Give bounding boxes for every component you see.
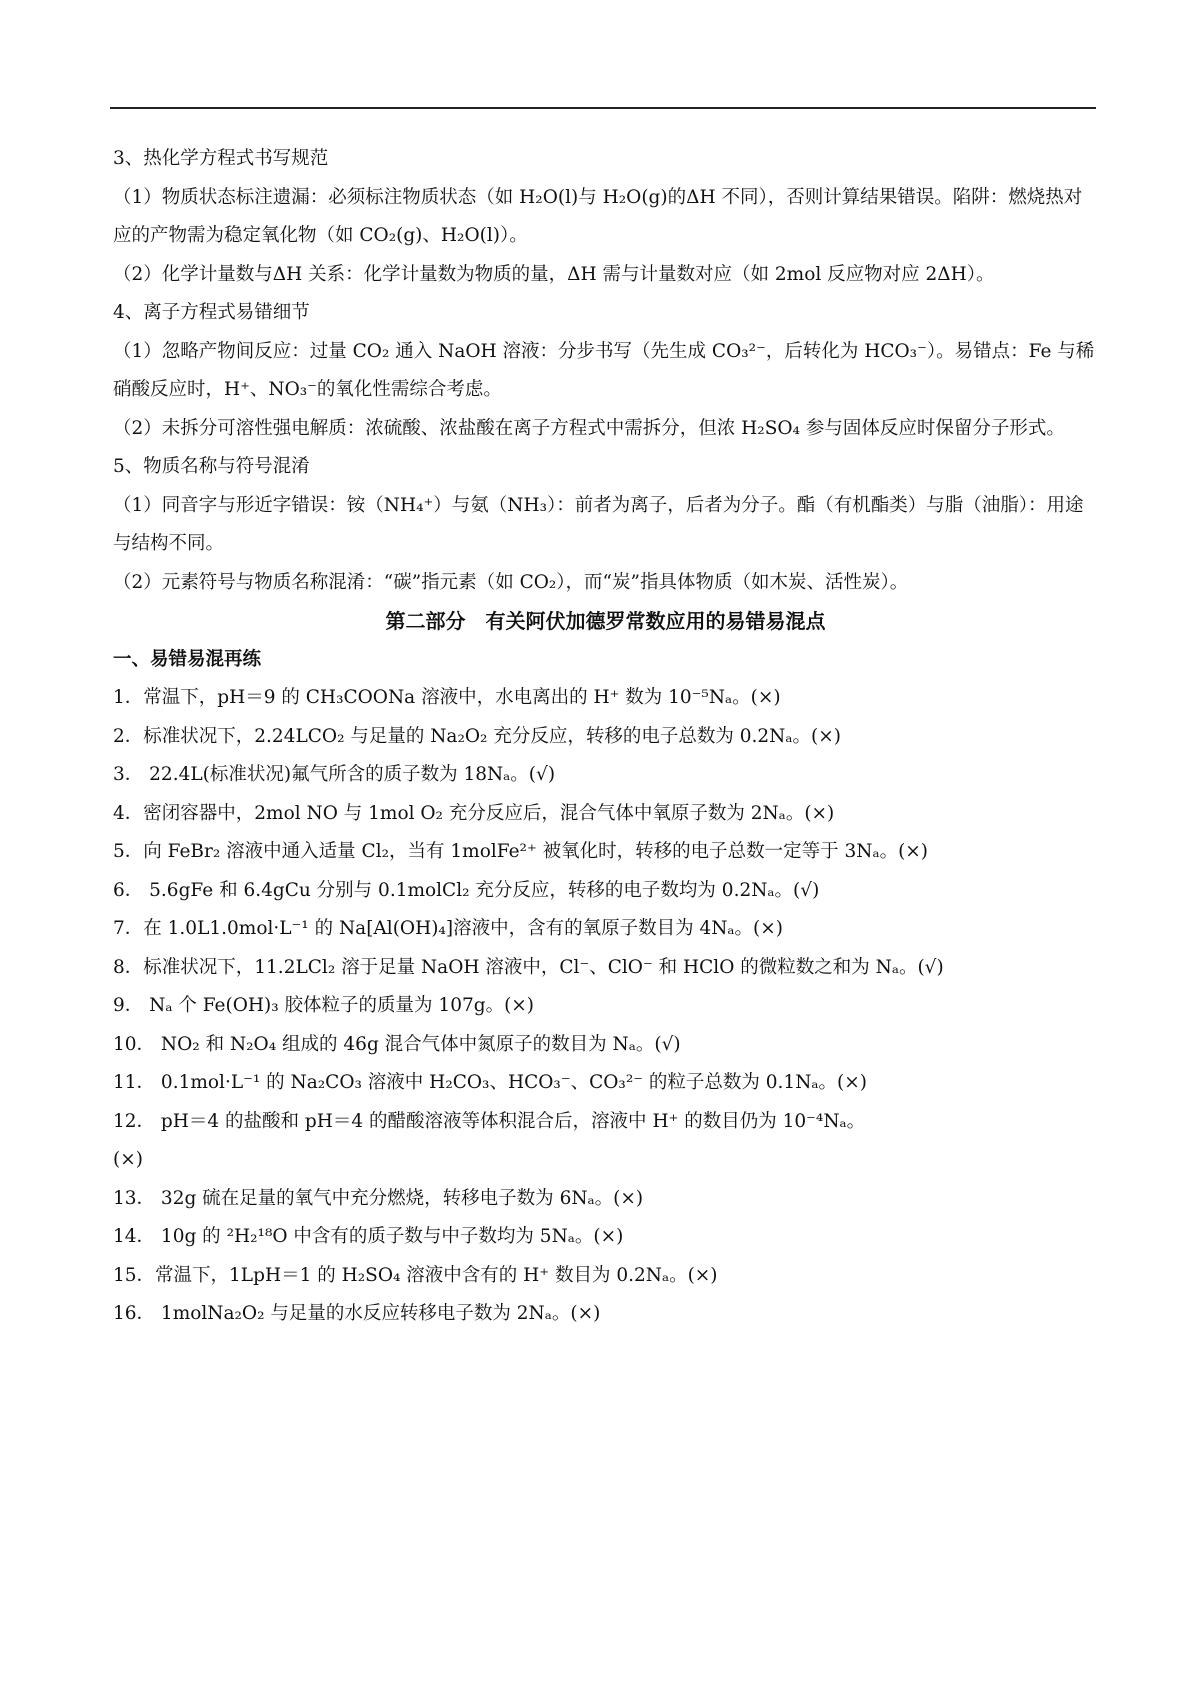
section-heading-4: 4、离子方程式易错细节 bbox=[113, 302, 310, 323]
paragraph: （2）元素符号与物质名称混淆：“碳”指元素（如 CO₂），而“炭”指具体物质（如木炭、活性炭）。 bbox=[113, 571, 909, 593]
document-body bbox=[113, 140, 1098, 1334]
list-item: 12． pH＝4 的盐酸和 pH＝4 的醋酸溶液等体积混合后，溶液中 H⁺ 的数目仍为 10⁻⁴Nₐ。 bbox=[113, 1110, 866, 1132]
paragraph: （2）未拆分可溶性强电解质：浓硫酸、浓盐酸在离子方程式中需拆分，但浓 H₂SO₄ 参与固体反应时保留分子形式。 bbox=[113, 417, 1065, 439]
list-item: 10． NO₂ 和 N₂O₄ 组成的 46g 混合气体中氮原子的数目为 Nₐ。(√) bbox=[113, 1033, 681, 1055]
subsection-title: 一、易错易混再练 bbox=[113, 648, 262, 670]
list-item: 15．常温下，1LpH＝1 的 H₂SO₄ 溶液中含有的 H⁺ 数目为 0.2Nₐ。(×) bbox=[113, 1264, 718, 1286]
header-rule bbox=[110, 107, 1096, 109]
list-item: 1．常温下，pH＝9 的 CH₃COONa 溶液中，水电离出的 H⁺ 数为 10⁻⁵Nₐ。(×) bbox=[113, 687, 781, 708]
list-item: 3． 22.4L(标准状况)氟气所含的质子数为 18Nₐ。(√) bbox=[113, 764, 556, 785]
paragraph: （2）化学计量数与ΔH 关系：化学计量数为物质的量，ΔH 需与计量数对应（如 2mol 反应物对应 2ΔH）。 bbox=[113, 263, 995, 285]
list-item: 9． Nₐ 个 Fe(OH)₃ 胶体粒子的质量为 107g。(×) bbox=[113, 995, 535, 1016]
list-item: 13． 32g 硫在足量的氧气中充分燃烧，转移电子数为 6Nₐ。(×) bbox=[113, 1187, 644, 1209]
list-item: 11． 0.1mol·L⁻¹ 的 Na₂CO₃ 溶液中 H₂CO₃、HCO₃⁻、CO₃²⁻ 的粒子总数为 0.1Nₐ。(×) bbox=[113, 1072, 867, 1093]
paragraph: （1）忽略产物间反应：过量 CO₂ 通入 NaOH 溶液：分步书写（先生成 CO₃²⁻，后转化为 HCO₃⁻）。易错点：Fe 与稀硝酸反应时，H⁺、NO₃⁻的氧化性需综合考虑。 bbox=[113, 340, 1095, 400]
list-item-continuation: (×) bbox=[113, 1149, 143, 1170]
list-item: 2．标准状况下，2.24LCO₂ 与足量的 Na₂O₂ 充分反应，转移的电子总数为 0.2Nₐ。(×) bbox=[113, 725, 841, 747]
section-heading-5: 5、物质名称与符号混淆 bbox=[113, 456, 310, 477]
list-item: 5．向 FeBr₂ 溶液中通入适量 Cl₂，当有 1molFe²⁺ 被氧化时，转移的电子总数一定等于 3Nₐ。(×) bbox=[113, 841, 929, 862]
paragraph: （1）同音字与形近字错误：铵（NH₄⁺）与氨（NH₃）：前者为离子，后者为分子。酯（有机酯类）与脂（油脂）：用途与结构不同。 bbox=[113, 494, 1084, 554]
list-item: 8．标准状况下，11.2LCl₂ 溶于足量 NaOH 溶液中，Cl⁻、ClO⁻ 和 HClO 的微粒数之和为 Nₐ。(√) bbox=[113, 956, 944, 978]
list-item: 6． 5.6gFe 和 6.4gCu 分别与 0.1molCl₂ 充分反应，转移的电子数均为 0.2Nₐ。(√) bbox=[113, 879, 820, 901]
list-item: 16． 1molNa₂O₂ 与足量的水反应转移电子数为 2Nₐ。(×) bbox=[113, 1303, 601, 1324]
section-heading-3: 3、热化学方程式书写规范 bbox=[113, 148, 329, 169]
list-item: 4．密闭容器中，2mol NO 与 1mol O₂ 充分反应后，混合气体中氧原子数为 2Nₐ。(×) bbox=[113, 802, 835, 824]
paragraph: （1）物质状态标注遗漏：必须标注物质状态（如 H₂O(l)与 H₂O(g)的ΔH 不同），否则计算结果错误。陷阱：燃烧热对应的产物需为稳定氧化物（如 CO₂(g)、H₂O(l)）。 bbox=[113, 186, 1083, 246]
list-item: 14． 10g 的 ²H₂¹⁸O 中含有的质子数与中子数均为 5Nₐ。(×) bbox=[113, 1226, 624, 1247]
part-title: 第二部分 有关阿伏加德罗常数应用的易错易混点 bbox=[385, 609, 826, 633]
list-item: 7．在 1.0L1.0mol·L⁻¹ 的 Na[Al(OH)₄]溶液中，含有的氧原子数目为 4Nₐ。(×) bbox=[113, 918, 783, 939]
